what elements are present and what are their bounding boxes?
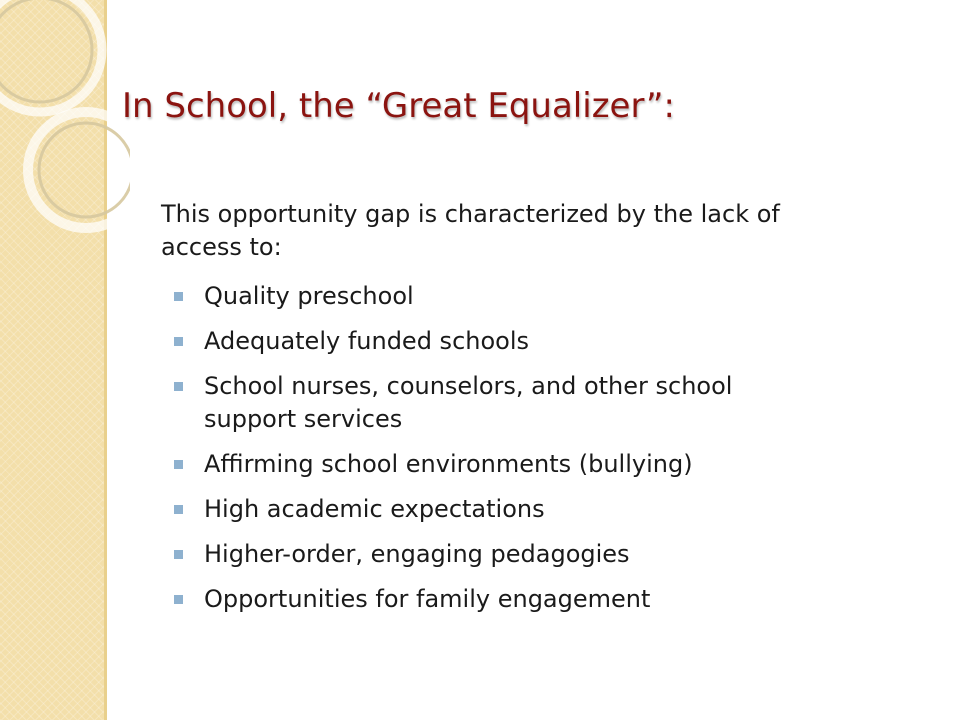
bullet-text: Affirming school environments (bullying) [204, 450, 693, 478]
bullet-item [161, 493, 824, 526]
slide-body [161, 198, 861, 628]
square-bullet-icon [174, 595, 183, 604]
bullet-item [161, 280, 824, 313]
bullet-item [161, 448, 824, 481]
concentric-rings-icon [0, 0, 130, 240]
square-bullet-icon [174, 292, 183, 301]
bullet-item [161, 538, 824, 571]
bullet-list [161, 280, 861, 616]
bullet-text: Adequately funded schools [204, 327, 530, 355]
bullet-text: School nurses, counselors, and other school support services [204, 372, 733, 433]
intro-text: This opportunity gap is characterized by the lack of access to: [161, 200, 780, 261]
bullet-text: Opportunities for family engagement [204, 585, 651, 613]
bullet-text: High academic expectations [204, 495, 545, 523]
square-bullet-icon [174, 460, 183, 469]
bullet-item [161, 370, 824, 436]
square-bullet-icon [174, 505, 183, 514]
bullet-text: Higher-order, engaging pedagogies [204, 540, 630, 568]
square-bullet-icon [174, 337, 183, 346]
bullet-text: Quality preschool [204, 282, 414, 310]
bullet-item [161, 325, 824, 358]
bullet-item [161, 583, 824, 616]
square-bullet-icon [174, 550, 183, 559]
slide-title: In School, the “Great Equalizer”: [122, 86, 675, 126]
square-bullet-icon [174, 382, 183, 391]
